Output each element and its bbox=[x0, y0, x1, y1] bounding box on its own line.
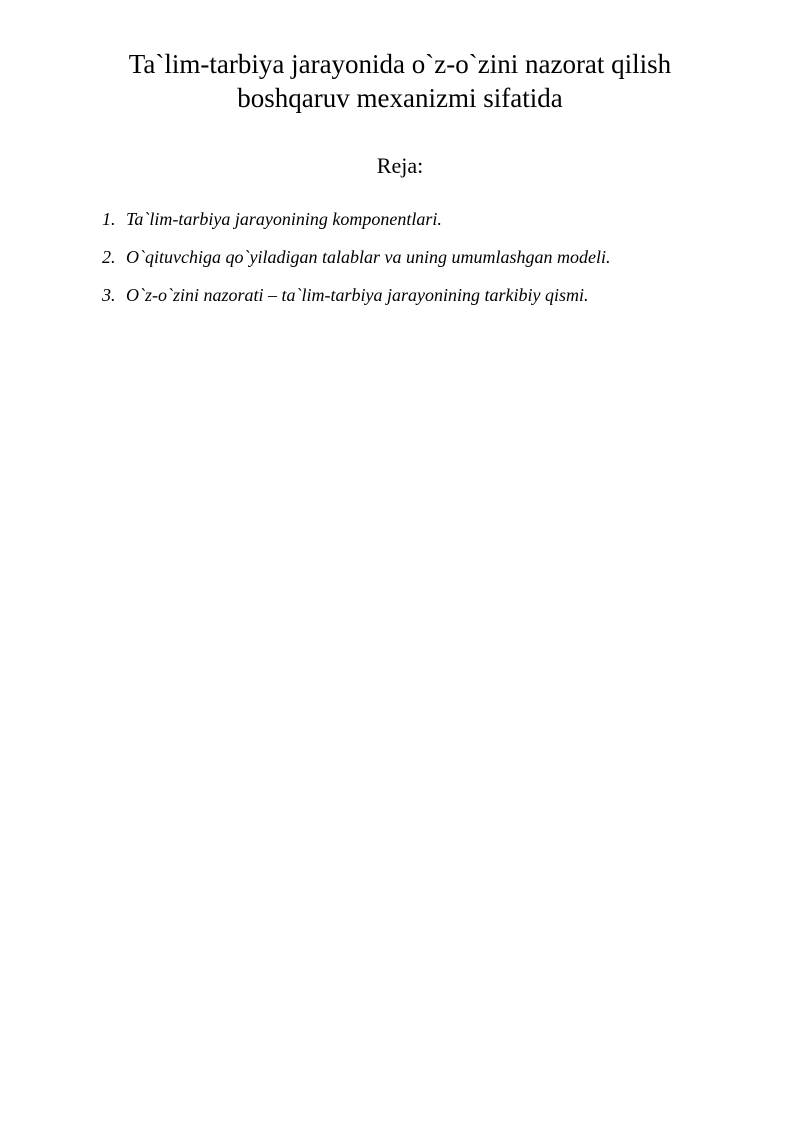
document-title bbox=[60, 47, 740, 115]
plan-item-number: 2. bbox=[102, 247, 116, 267]
plan-list bbox=[102, 206, 742, 320]
plan-item-2 bbox=[102, 244, 742, 282]
plan-item-text: Ta`lim-tarbiya jarayonining komponentlari. bbox=[126, 209, 442, 229]
plan-item-number: 3. bbox=[102, 285, 116, 305]
title-line-1: Ta`lim-tarbiya jarayonida o`z-o`zini nazorat qilish bbox=[128, 49, 672, 79]
plan-item-text: O`z-o`zini nazorati – ta`lim-tarbiya jarayonining tarkibiy qismi. bbox=[126, 285, 589, 305]
plan-item-3 bbox=[102, 282, 742, 320]
plan-item-1 bbox=[102, 206, 742, 244]
plan-item-text: O`qituvchiga qo`yiladigan talablar va uning umumlashgan modeli. bbox=[126, 247, 611, 267]
plan-item-number: 1. bbox=[102, 209, 116, 229]
title-line-2: boshqaruv mexanizmi sifatida bbox=[237, 83, 563, 113]
plan-heading: Reja: bbox=[376, 153, 424, 178]
